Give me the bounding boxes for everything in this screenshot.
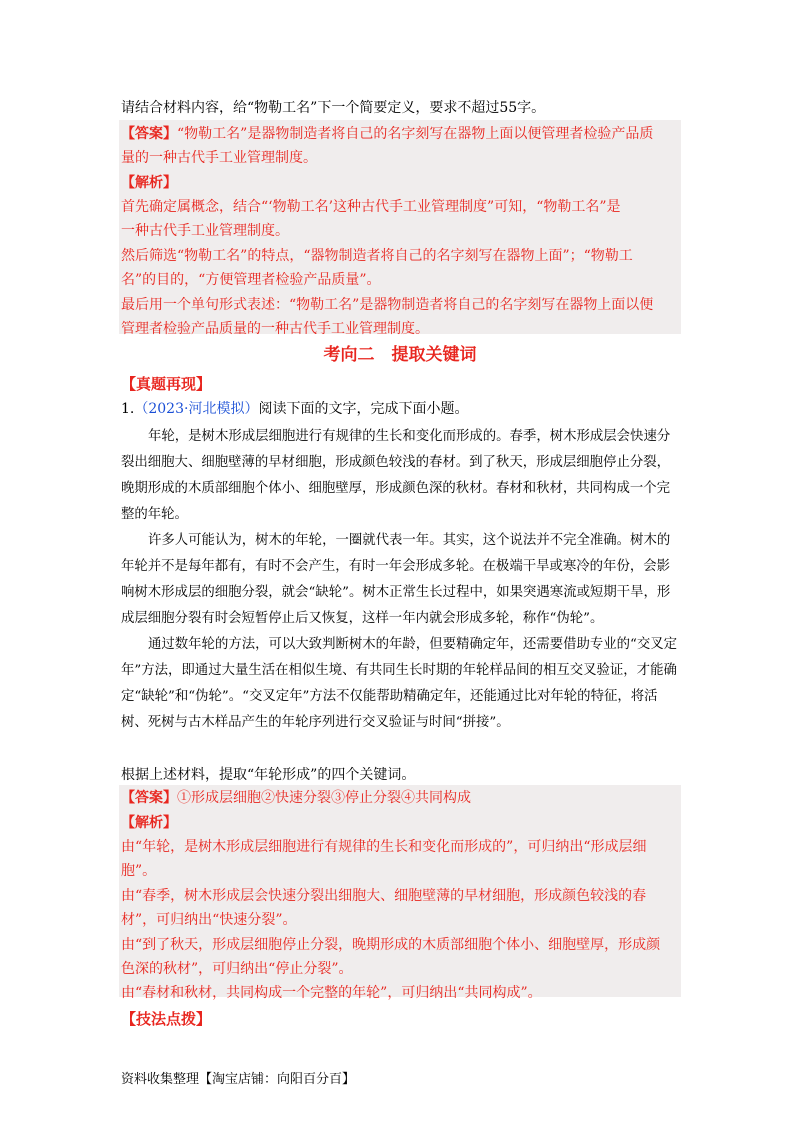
real-exam-label: 【真题再现】 xyxy=(121,375,212,393)
answer2-text: ①形成层细胞②快速分裂③停止分裂④共同构成 xyxy=(177,790,471,806)
analysis2-label: 【解析】 xyxy=(121,815,177,831)
answer1-label: 【答案】 xyxy=(121,126,177,142)
analysis1-line: 名”的目的，“方便管理者检验产品质量”。 xyxy=(121,272,381,288)
answer2-line xyxy=(121,787,471,809)
analysis1-line: 一种古代手工业管理制度。 xyxy=(121,223,289,239)
analysis1-line: 然后筛选“物勒工名”的特点，“器物制造者将自己的名字刻写在器物上面”；“物勒工 xyxy=(121,248,633,264)
analysis2-line: 由“春季，树木形成层会快速分裂出细胞大、细胞壁薄的早材细胞，形成颜色较浅的春 xyxy=(121,888,647,904)
q2-header xyxy=(121,398,468,420)
analysis1-line: 管理者检验产品质量的一种古代手工业管理制度。 xyxy=(121,321,429,337)
answer2-label: 【答案】 xyxy=(121,790,177,806)
analysis2-line: 由“年轮，是树木形成层细胞进行有规律的生长和变化而形成的”，可归纳出“形成层细 xyxy=(121,839,647,855)
analysis2-line: 胞”。 xyxy=(121,863,157,879)
analysis2-line: 材”，可归纳出“快速分裂”。 xyxy=(121,912,297,928)
analysis2-line: 由“到了秋天，形成层细胞停止分裂，晚期形成的木质部细胞个体小、细胞壁厚，形成颜 xyxy=(121,937,661,953)
reading-passage xyxy=(121,424,681,736)
q1-prompt: 请结合材料内容，给“物勒工名”下一个简要定义，要求不超过55字。 xyxy=(121,100,546,116)
analysis2-line: 色深的秋材”，可归纳出“停止分裂”。 xyxy=(121,961,353,977)
tips-label: 【技法点拨】 xyxy=(121,1010,212,1028)
analysis2-line: 由“春材和秋材，共同构成一个完整的年轮”，可归纳出“共同构成”。 xyxy=(121,985,542,1001)
q2-source[interactable]: （2023·河北模拟） xyxy=(134,401,259,417)
section-title: 考向二 提取关键词 xyxy=(323,345,477,365)
q2-instruction: 阅读下面的文字，完成下面小题。 xyxy=(258,401,469,417)
passage-paragraph: 许多人可能认为，树木的年轮，一圈就代表一年。其实，这个说法并不完全准确。树木的年轮并不是每年都有，有时不会产生，有时一年会形成多轮。在极端干旱或寒冷的年份，会影响树木形成层的细胞分裂，就会“缺轮”。树木正常生长过程中，如果突遇寒流或短期干旱，形成层细胞分裂有时会短暂停止后又恢复，这样一年内就会形成多轮，称作“伪轮”。 xyxy=(121,533,671,626)
analysis1-label: 【解析】 xyxy=(121,175,177,191)
passage-paragraph: 年轮，是树木形成层细胞进行有规律的生长和变化而形成的。春季，树木形成层会快速分裂出细胞大、细胞壁薄的早材细胞，形成颜色较浅的春材。到了秋天，形成层细胞停止分裂，晚期形成的木质部细胞个体小、细胞壁厚，形成颜色深的秋材。春材和秋材，共同构成一个完整的年轮。 xyxy=(121,429,671,522)
answer1-line2: 量的一种古代手工业管理制度。 xyxy=(121,150,317,166)
analysis1-line: 最后用一个单句形式表述：“物勒工名”是器物制造者将自己的名字刻写在器物上面以便 xyxy=(121,297,654,313)
passage-paragraph: 通过数年轮的方法，可以大致判断树木的年龄，但要精确定年，还需要借助专业的“交叉定年”方法，即通过大量生活在相似生境、有共同生长时期的年轮样品间的相互交叉验证，才能确定“缺轮”和“伪轮”。“交叉定年”方法不仅能帮助精确定年，还能通过比对年轮的特征，将活树、死树与古木样品产生的年轮序列进行交叉验证与时间“拼接”。 xyxy=(121,637,678,730)
q2-number: 1. xyxy=(121,401,135,417)
answer1-line1 xyxy=(121,123,653,145)
answer1-text-1: “物勒工名”是器物制造者将自己的名字刻写在器物上面以便管理者检验产品质 xyxy=(177,126,654,142)
footer-note: 资料收集整理【淘宝店铺：向阳百分百】 xyxy=(121,1072,356,1087)
q2-prompt: 根据上述材料，提取“年轮形成”的四个关键词。 xyxy=(121,767,416,783)
analysis1-line: 首先确定属概念，结合“‘物勒工名’这种古代手工业管理制度”可知，“物勒工名”是 xyxy=(121,199,621,215)
